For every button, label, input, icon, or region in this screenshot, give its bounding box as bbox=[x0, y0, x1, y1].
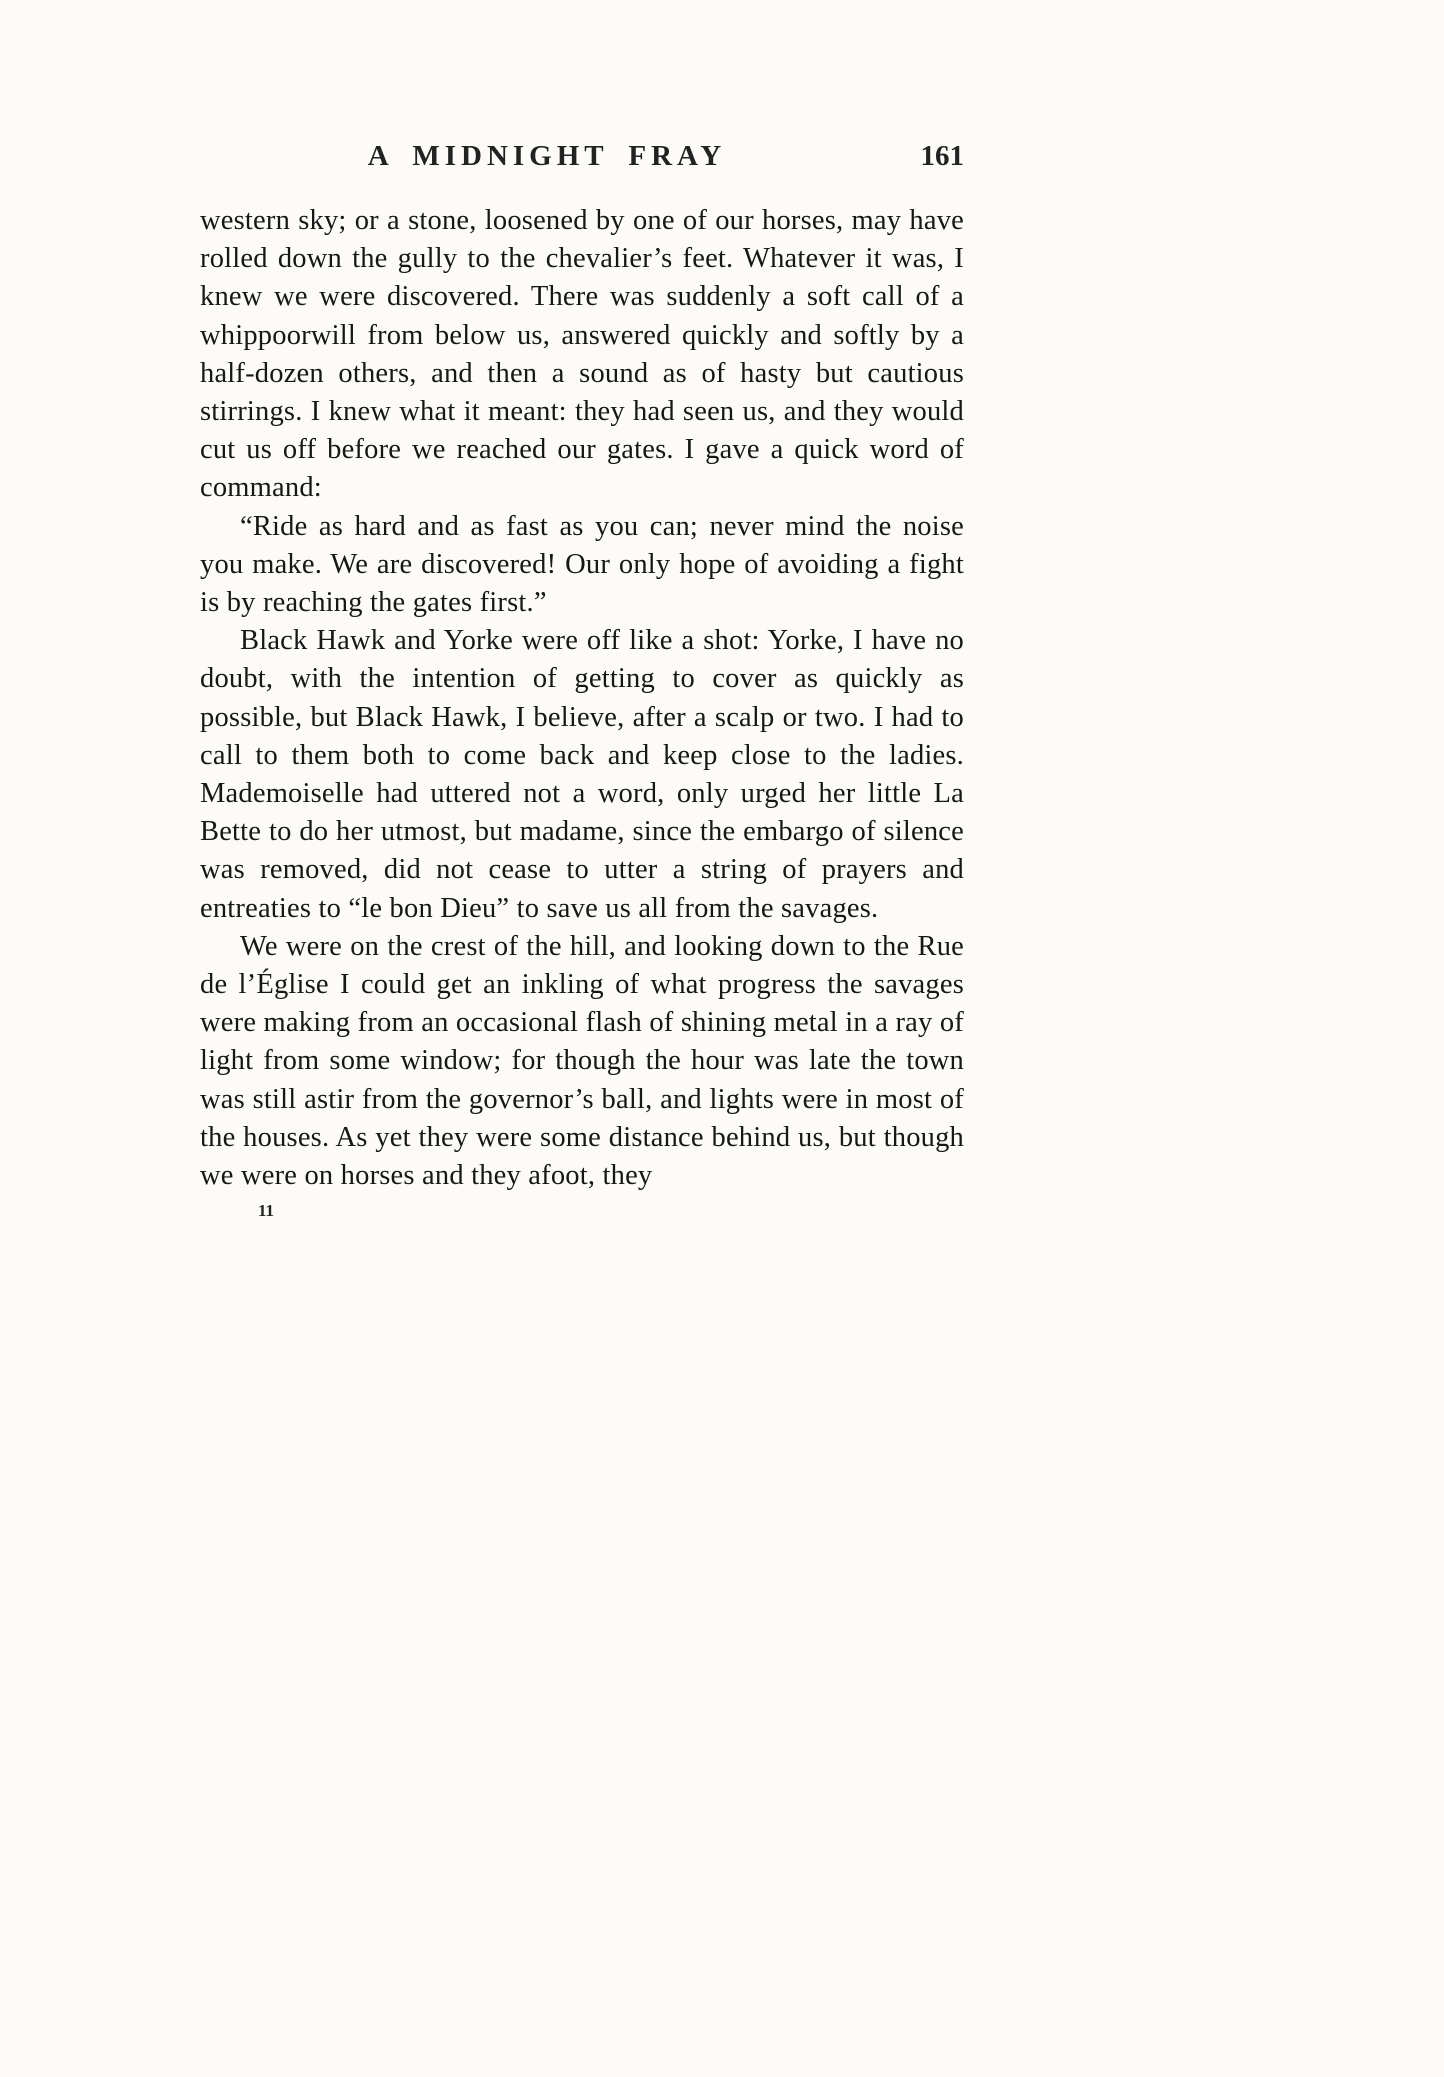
page-number: 161 bbox=[920, 140, 964, 172]
paragraph: Black Hawk and Yorke were off like a shot: Yorke, I have no doubt, with the intention of getting to cover as quickly as possible, but Black Hawk, I believe, after a scalp or two. I had to call to them both to come back and keep close to the ladies. Mademoiselle had uttered not a word, only urged her little La Bette to do her utmost, but madame, since the embargo of silence was removed, did not cease to utter a string of prayers and entreaties to “le bon Dieu” to save us all from the savages. bbox=[200, 625, 964, 924]
body-text bbox=[200, 202, 964, 1195]
paragraph: “Ride as hard and as fast as you can; never mind the noise you make. We are discovered! Our only hope of avoiding a fight is by reaching the gates first.” bbox=[200, 510, 964, 619]
running-header bbox=[200, 140, 964, 184]
paragraph: We were on the crest of the hill, and looking down to the Rue de l’Église I could get an inkling of what progress the savages were making from an occasional flash of shining metal in a ray of light from some window; for though the hour was late the town was still astir from the governor’s ball, and lights were in most of the houses. As yet they were some distance behind us, but though we were on horses and they afoot, they bbox=[200, 930, 964, 1192]
signature-mark: 11 bbox=[258, 1201, 275, 1221]
running-header-title: A MIDNIGHT FRAY bbox=[367, 140, 727, 172]
paragraph: western sky; or a stone, loosened by one of our horses, may have rolled down the gully to the chevalier’s feet. Whatever it was, I knew we were discovered. There was suddenly a soft call of a whippoorwill from below us, answered quickly and softly by a half-dozen others, and then a sound as of hasty but cautious stirrings. I knew what it meant: they had seen us, and they would cut us off before we reached our gates. I gave a quick word of command: bbox=[200, 205, 964, 504]
text-block bbox=[200, 140, 964, 1221]
